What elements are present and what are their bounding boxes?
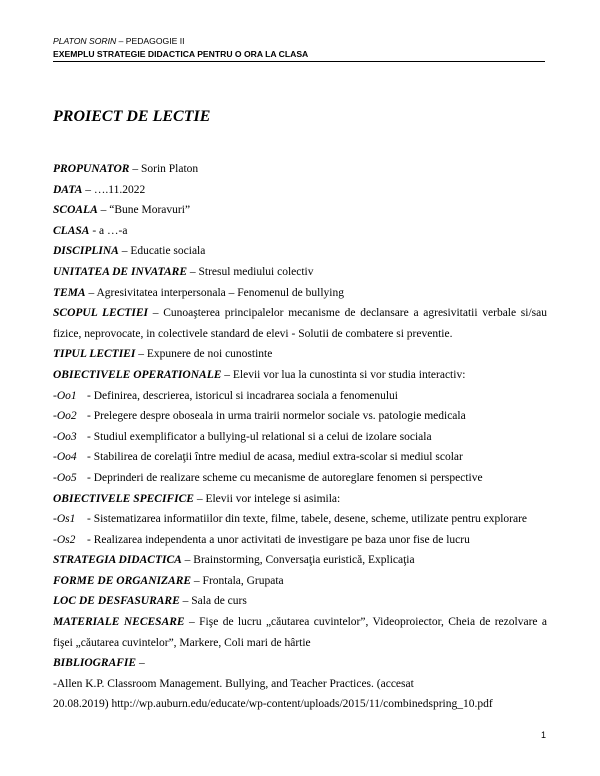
field-bibliografie: BIBLIOGRAFIE – [53, 657, 145, 670]
field-forme: FORME DE ORGANIZARE – Frontala, Grupata [53, 574, 284, 587]
field-disciplina: DISCIPLINA – Educatie sociala [53, 245, 206, 258]
list-item: -Oo4 - Stabilirea de corelaţii între mediul de acasa, mediul extra-scolar si mediul scolar [53, 451, 463, 464]
header-line-2: EXEMPLU STRATEGIE DIDACTICA PENTRU O ORA LA CLASA [53, 48, 309, 59]
field-scoala: SCOALA – “Bune Moravuri” [53, 204, 191, 217]
list-item: -Oo3 - Studiul exemplificator a bullying-ul relational si a celui de izolare sociala [53, 430, 432, 443]
header-author: PLATON SORIN [53, 36, 117, 46]
field-tipul: TIPUL LECTIEI – Expunere de noi cunostinte [53, 348, 273, 361]
field-propunator: PROPUNATOR – Sorin Platon [53, 163, 199, 175]
list-item: -Oo5 - Deprinderi de realizare scheme cu mecanisme de autoreglare fenomen si perspective [53, 471, 483, 484]
field-ob-operationale: OBIECTIVELE OPERATIONALE – Elevii vor lua la cunostinta si vor studia interactiv: [53, 368, 466, 381]
field-data: DATA – ….11.2022 [53, 183, 146, 196]
field-materiale-cont: fişei „căutarea cuvintelor”, Markere, Coli mari de hârtie [53, 636, 311, 649]
page-header [53, 35, 545, 60]
header-rule [53, 61, 545, 62]
document-title: PROIECT DE LECTIE [53, 108, 211, 125]
header-line-1 [53, 35, 545, 48]
list-item: -Oo2 - Prelegere despre oboseala in urma trairii normelor sociale vs. patologie medicala [53, 410, 466, 423]
field-unitatea: UNITATEA DE INVATARE – Stresul mediului colectiv [53, 265, 314, 278]
field-clasa: CLASA - a …-a [53, 224, 128, 237]
document-body [53, 159, 547, 715]
field-materiale: MATERIALE NECESARE – Fişe de lucru „căutarea cuvintelor”, Videoproiector, Cheia de rezolvare a [53, 616, 547, 629]
field-strategia: STRATEGIA DIDACTICA – Brainstorming, Conversaţia euristică, Explicaţia [53, 554, 415, 567]
field-loc: LOC DE DESFASURARE – Sala de curs [53, 595, 247, 608]
bibliography-entry-cont: 20.08.2019) http://wp.auburn.edu/educate/wp-content/uploads/2015/11/combinedspring_10.pdf [53, 698, 493, 711]
list-item: -Os2 - Realizarea independenta a unor activitati de investigare pe baza unor fise de lucru [53, 533, 470, 546]
field-ob-specifice: OBIECTIVELE SPECIFICE – Elevii vor intelege si asimila: [53, 492, 341, 505]
list-item: -Oo1 - Definirea, descrierea, istoricul si incadrarea sociala a fenomenului [53, 389, 398, 402]
page-number: 1 [541, 730, 547, 740]
field-tema: TEMA – Agresivitatea interpersonala – Fenomenul de bullying [53, 286, 344, 299]
field-scopul: SCOPUL LECTIEI – Cunoaşterea principalelor mecanisme de declansare a agresivitatii verbale si/sau [53, 307, 547, 320]
header-subject: – PEDAGOGIE II [116, 36, 185, 46]
list-item: -Os1 - Sistematizarea informatiilor din texte, filme, tabele, desene, scheme, utilizate pentru explorare [53, 513, 528, 526]
field-scopul-cont: fizice, neprovocate, in colectivele standard de elevi - Solutii de combatere si preventie. [53, 327, 453, 340]
bibliography-entry: -Allen K.P. Classroom Management. Bullying, and Teacher Practices. (accesat [53, 677, 414, 690]
